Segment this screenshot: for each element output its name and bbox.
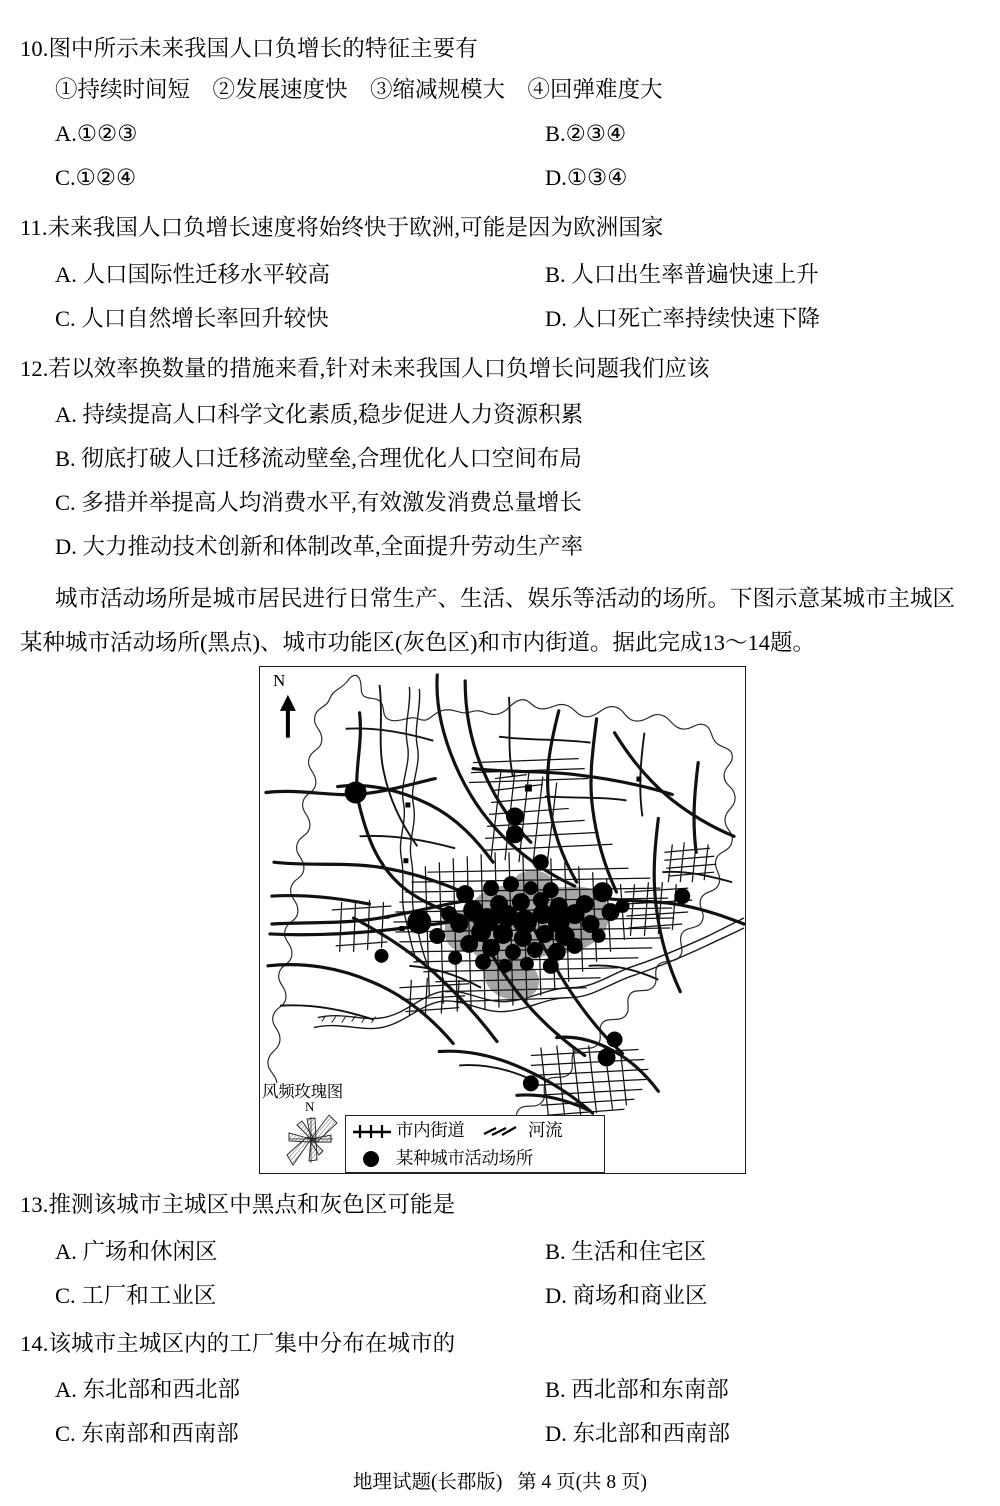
question-12-option-b[interactable]: B. 彻底打破人口迁移流动壁垒,合理优化人口空间布局 [55, 446, 582, 471]
question-13-text: 推测该城市主城区中黑点和灰色区可能是 [48, 1192, 456, 1217]
city-map-figure [0, 666, 1000, 1184]
question-10-options-row-1 [0, 113, 1000, 155]
question-10-stem [0, 38, 1000, 61]
question-11 [0, 217, 1000, 340]
footer-page-number: 第 4 页(共 8 页) [517, 1472, 648, 1493]
question-11-option-b[interactable]: B. 人口出生率普遍快速上升 [545, 261, 819, 287]
question-13-option-c[interactable]: C. 工厂和工业区 [55, 1282, 217, 1308]
passage-line-2: 某种城市活动场所(黑点)、城市功能区(灰色区)和市内街道。据此完成13～14题。 [20, 629, 815, 655]
question-10-option-b[interactable]: B.②③④ [545, 121, 627, 146]
question-14-option-b[interactable]: B. 西北部和东南部 [545, 1377, 729, 1402]
question-12-option-a[interactable]: A. 持续提高人口科学文化素质,稳步促进人力资源积累 [55, 402, 584, 427]
question-11-number: 11. [20, 215, 48, 240]
legend-label-river: 河流 [528, 1120, 563, 1140]
passage-13-14 [0, 588, 1000, 654]
north-arrow-icon [280, 695, 296, 738]
question-13-stem [0, 1194, 1000, 1217]
question-12-number: 12. [20, 355, 49, 381]
street-symbol-icon [352, 1124, 392, 1138]
activity-site-symbol-icon [359, 1149, 383, 1169]
question-11-options-row-2 [0, 298, 1000, 340]
question-11-option-c[interactable]: C. 人口自然增长率回升较快 [55, 305, 329, 331]
legend-row-2 [346, 1144, 604, 1172]
north-label: N [273, 671, 286, 690]
legend-label-streets: 市内街道 [396, 1120, 465, 1140]
question-13-options-row-1 [0, 1231, 1000, 1273]
passage-line-1: 城市活动场所是城市居民进行日常生产、生活、娱乐等活动的场所。下图示意某城市主城区 [55, 586, 956, 611]
question-11-options-row-1 [0, 254, 1000, 296]
question-13-number: 13. [20, 1192, 49, 1217]
wind-rose-north-label: N [305, 1099, 315, 1114]
question-12-options-row-a [0, 394, 1000, 436]
map-legend [345, 1115, 605, 1173]
page-footer [0, 1466, 1000, 1494]
question-14-option-c[interactable]: C. 东南部和西南部 [55, 1421, 239, 1446]
question-13 [0, 1194, 1000, 1317]
question-11-option-d[interactable]: D. 人口死亡率持续快速下降 [545, 305, 820, 331]
question-12-options-row-b [0, 438, 1000, 480]
question-10 [0, 0, 1000, 199]
question-13-option-d[interactable]: D. 商场和商业区 [545, 1282, 708, 1308]
question-12-text: 若以效率换数量的措施来看,针对未来我国人口负增长问题我们应该 [48, 355, 710, 381]
question-10-options-row-2 [0, 157, 1000, 199]
question-10-option-c[interactable]: C.①②④ [55, 165, 137, 190]
question-12-options-row-d [0, 526, 1000, 568]
legend-label-activity-site: 某种城市活动场所 [396, 1148, 533, 1168]
river-symbol-icon [482, 1125, 520, 1137]
question-12-option-d[interactable]: D. 大力推动技术创新和体制改革,全面提升劳动生产率 [55, 534, 584, 559]
question-14-options-row-2 [0, 1413, 1000, 1455]
question-12-option-c[interactable]: C. 多措并举提高人均消费水平,有效激发消费总量增长 [55, 490, 582, 515]
question-10-subitems: ①持续时间短 ②发展速度快 ③缩减规模大 ④回弹难度大 [55, 76, 663, 102]
question-13-option-b[interactable]: B. 生活和住宅区 [545, 1238, 707, 1264]
question-10-option-a[interactable]: A.①②③ [55, 121, 138, 146]
map-frame [259, 666, 746, 1174]
question-14-option-a[interactable]: A. 东北部和西北部 [55, 1377, 240, 1402]
footer-gap [502, 1472, 517, 1493]
question-12 [0, 355, 1000, 569]
footer-subject: 地理试题(长郡版) [352, 1472, 503, 1493]
activity-site-dots [345, 782, 691, 1092]
question-12-stem [0, 355, 1000, 381]
question-11-option-a[interactable]: A. 人口国际性迁移水平较高 [55, 261, 330, 287]
question-11-stem [0, 217, 1000, 240]
question-12-options-row-c [0, 482, 1000, 524]
question-14 [0, 1330, 1000, 1456]
question-14-text: 该城市主城区内的工厂集中分布在城市的 [48, 1330, 456, 1356]
question-10-number: 10. [20, 36, 49, 61]
question-10-text: 图中所示未来我国人口负增长的特征主要有 [48, 36, 478, 61]
question-10-option-d[interactable]: D.①③④ [545, 165, 628, 190]
question-14-options-row-1 [0, 1369, 1000, 1411]
question-14-option-d[interactable]: D. 东北部和西南部 [545, 1421, 730, 1446]
question-14-stem [0, 1330, 1000, 1356]
question-11-text: 未来我国人口负增长速度将始终快于欧洲,可能是因为欧洲国家 [47, 215, 664, 240]
legend-row-1 [346, 1116, 604, 1144]
wind-rose-title: 风频玫瑰图 [262, 1082, 344, 1101]
question-13-options-row-2 [0, 1275, 1000, 1317]
question-14-number: 14. [20, 1330, 49, 1356]
question-13-option-a[interactable]: A. 广场和休闲区 [55, 1238, 218, 1264]
